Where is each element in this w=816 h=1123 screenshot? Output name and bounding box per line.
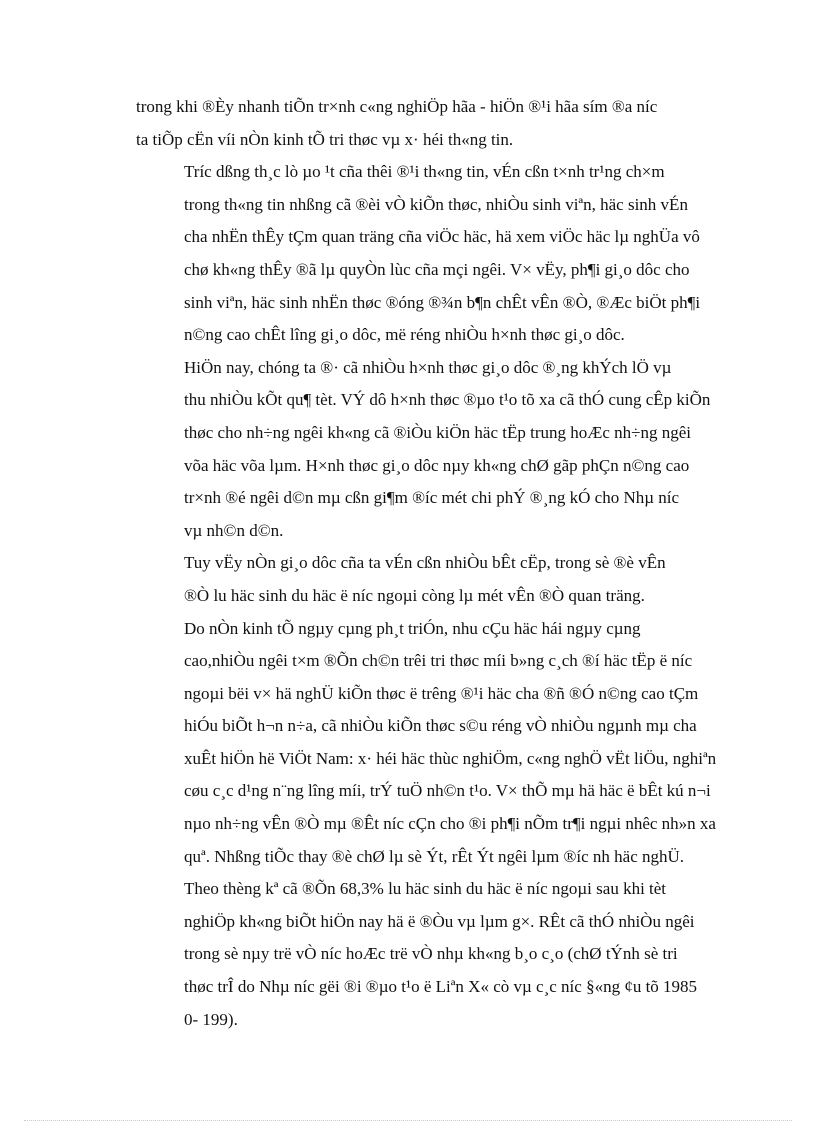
paragraph [136,91,740,156]
text-line: trong th«ng tin nhßng cã ®èi vÒ kiÕn thøc, nhiÒu sinh viªn, häc sinh vÉn [184,194,688,214]
text-line: 0- 199). [184,1009,238,1029]
text-line: hiÓu biÕt h¬n n÷a, cã nhiÒu kiÕn thøc s©u réng vÒ nhiÒu ngµnh mµ cha [184,716,697,736]
text-line: n©ng cao chÊt lîng gi¸o dôc, më réng nhiÒu h×nh thøc gi¸o dôc. [184,325,625,345]
text-line: trong khi ®Èy nhanh tiÕn tr×nh c«ng nghiÖp hãa - hiÖn ®¹i hãa sím ®a níc [136,97,658,116]
paragraph [136,547,740,612]
text-line: tr×nh ®é ngêi d©n mµ cßn gi¶m ®íc mét chi phÝ ®¸ng kÓ cho Nhµ níc [184,488,680,508]
text-line: Tríc dßng th¸c lò µo ¹t cña thêi ®¹i th«ng tin, vÉn cßn t×nh tr¹ng ch×m [184,162,665,182]
body-text [136,91,740,1036]
paragraph [136,613,740,1037]
text-line: sinh viªn, häc sinh nhËn thøc ®óng ®¾n b¶n chÊt vÊn ®Ò, ®Æc biÖt ph¶i [184,292,701,312]
text-line: ®Ò lu häc sinh du häc ë níc ngoµi còng lµ mét vÊn ®Ò quan träng. [184,585,645,605]
text-line: Do nÒn kinh tÕ ngµy cµng ph¸t triÓn, nhu cÇu häc hái ngµy cµng [184,618,641,638]
text-line: võa häc võa lµm. H×nh thøc gi¸o dôc nµy kh«ng chØ gãp phÇn n©ng cao [184,455,690,475]
text-line: cøu c¸c d¹ng n¨ng lîng míi, trÝ tuÖ nh©n t¹o. V× thÕ mµ hä häc ë bÊt kú n¬i [184,781,711,801]
text-line: ta tiÕp cËn víi nÒn kinh tÕ tri thøc vµ x· héi th«ng tin. [136,129,514,149]
text-line: thu nhiÒu kÕt qu¶ tèt. VÝ dô h×nh thøc ®µo t¹o tõ xa cã thÓ cung cÊp kiÕn [184,390,711,410]
text-line: Theo thèng kª cã ®Õn 68,3% lu häc sinh du häc ë níc ngoµi sau khi tèt [184,879,667,899]
text-line: nghiÖp kh«ng biÕt hiÖn nay hä ë ®Òu vµ lµm g×. RÊt cã thÓ nhiÒu ngêi [184,911,695,931]
text-line: thøc trÎ do Nhµ níc gëi ®i ®µo t¹o ë Liªn X« cò vµ c¸c níc §«ng ¢u tõ 1985 [184,977,698,997]
paragraph [136,156,740,352]
text-line: vµ nh©n d©n. [184,520,284,540]
text-line: trong sè nµy trë vÒ níc hoÆc trë vÒ nhµ kh«ng b¸o c¸o (chØ tÝnh sè tri [184,944,678,964]
text-line: quª. Nhßng tiÕc thay ®è chØ lµ sè Ýt, rÊt Ýt ngêi lµm ®íc nh häc nghÜ. [184,846,685,866]
text-line: chø kh«ng thÊy ®ã lµ quyÒn lùc cña mçi ngêi. V× vËy, ph¶i gi¸o dôc cho [184,259,690,279]
text-line: HiÖn nay, chóng ta ®· cã nhiÒu h×nh thøc gi¸o dôc ®¸ng khÝch lÖ vµ [184,357,672,377]
text-line: thøc cho nh÷ng ngêi kh«ng cã ®iÒu kiÖn häc tËp trung hoÆc nh÷ng ngêi [184,422,692,442]
text-line: Tuy vËy nÒn gi¸o dôc cña ta vÉn cßn nhiÒu bÊt cËp, trong sè ®è vÊn [184,553,666,573]
bottom-dotted-rule [24,1120,792,1121]
text-line: xuÊt hiÖn hë ViÖt Nam: x· héi häc thùc nghiÖm, c«ng nghÖ vËt liÖu, nghiªn [184,748,717,768]
text-line: cao,nhiÒu ngêi t×m ®Õn ch©n trêi tri thøc míi b»ng c¸ch ®í häc tËp ë níc [184,651,693,671]
text-line: nµo nh÷ng vÊn ®Ò mµ ®Êt níc cÇn cho ®i ph¶i nÕm tr¶i ngµi nhêc nh»n xa [184,814,716,834]
paragraph [136,352,740,548]
text-line: cha nhËn thÊy tÇm quan träng cña viÖc häc, hä xem viÖc häc lµ nghÜa vô [184,227,700,247]
text-line: ngoµi bëi v× hä nghÜ kiÕn thøc ë trêng ®¹i häc cha ®ñ ®Ó n©ng cao tÇm [184,683,699,703]
